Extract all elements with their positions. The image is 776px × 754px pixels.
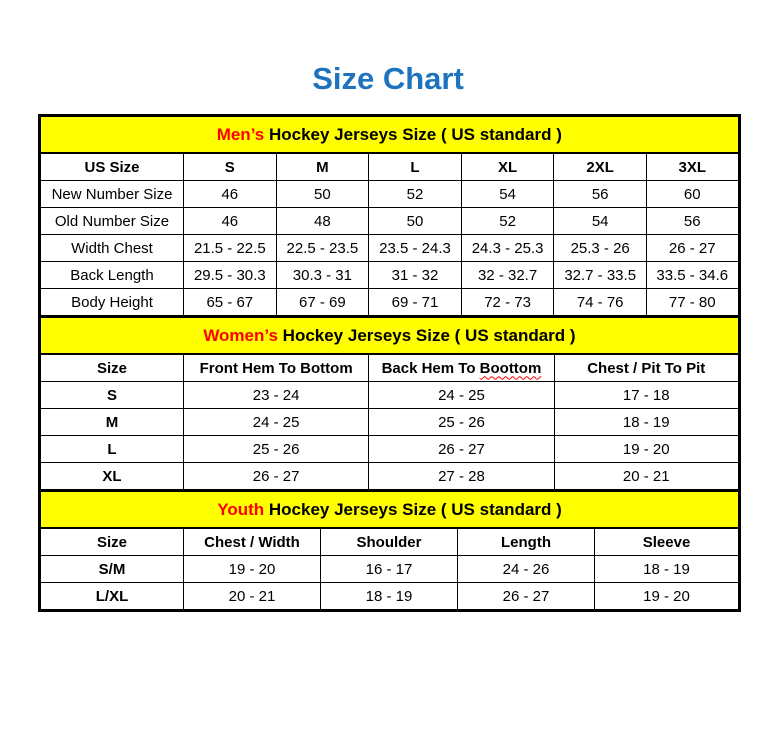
womens-section-title xyxy=(40,317,740,355)
table-cell: 46 xyxy=(184,181,277,208)
row-label: New Number Size xyxy=(40,181,184,208)
table-cell: 29.5 - 30.3 xyxy=(184,262,277,289)
column-header: Shoulder xyxy=(321,528,458,556)
page-title: Size Chart xyxy=(312,61,464,96)
table-row xyxy=(40,262,740,289)
table-cell: 67 - 69 xyxy=(276,289,369,317)
youth-column-header-row xyxy=(40,528,740,556)
column-header: 2XL xyxy=(554,153,647,181)
table-cell: 32 - 32.7 xyxy=(461,262,554,289)
table-cell: 69 - 71 xyxy=(369,289,462,317)
womens-section-accent: Women’s xyxy=(203,325,278,345)
table-cell: 46 xyxy=(184,208,277,235)
mens-section-header-row xyxy=(40,116,740,154)
table-cell: 21.5 - 22.5 xyxy=(184,235,277,262)
column-header: Size xyxy=(40,354,184,382)
table-row xyxy=(40,289,740,317)
table-cell: 20 - 21 xyxy=(184,583,321,611)
youth-section-title-rest: Hockey Jerseys Size ( US standard ) xyxy=(264,499,562,519)
column-header: Chest / Width xyxy=(184,528,321,556)
table-cell: 50 xyxy=(369,208,462,235)
table-row xyxy=(40,409,740,436)
column-header: Size xyxy=(40,528,184,556)
column-header: Front Hem To Bottom xyxy=(184,354,369,382)
row-label: L xyxy=(40,436,184,463)
table-cell: 54 xyxy=(461,181,554,208)
table-cell: 31 - 32 xyxy=(369,262,462,289)
table-cell: 52 xyxy=(369,181,462,208)
column-header: Chest / Pit To Pit xyxy=(554,354,739,382)
table-cell: 23 - 24 xyxy=(184,382,369,409)
table-cell: 26 - 27 xyxy=(646,235,739,262)
table-cell: 77 - 80 xyxy=(646,289,739,317)
table-cell: 19 - 20 xyxy=(595,583,740,611)
table-row xyxy=(40,208,740,235)
table-cell: 20 - 21 xyxy=(554,463,739,491)
row-label: S/M xyxy=(40,556,184,583)
table-cell: 27 - 28 xyxy=(369,463,554,491)
column-header: US Size xyxy=(40,153,184,181)
column-header: M xyxy=(276,153,369,181)
table-cell: 24 - 25 xyxy=(369,382,554,409)
table-cell: 23.5 - 24.3 xyxy=(369,235,462,262)
table-row xyxy=(40,463,740,491)
table-cell: 25 - 26 xyxy=(184,436,369,463)
table-cell: 25.3 - 26 xyxy=(554,235,647,262)
row-label: Old Number Size xyxy=(40,208,184,235)
column-header: Length xyxy=(458,528,595,556)
column-header: Sleeve xyxy=(595,528,740,556)
table-cell: 24.3 - 25.3 xyxy=(461,235,554,262)
column-header-misspelled xyxy=(369,354,554,382)
table-cell: 26 - 27 xyxy=(184,463,369,491)
mens-section-title xyxy=(40,116,740,154)
table-cell: 56 xyxy=(646,208,739,235)
row-label: L/XL xyxy=(40,583,184,611)
table-cell: 16 - 17 xyxy=(321,556,458,583)
table-row xyxy=(40,556,740,583)
table-cell: 60 xyxy=(646,181,739,208)
table-cell: 26 - 27 xyxy=(369,436,554,463)
youth-size-table xyxy=(38,489,741,612)
table-row xyxy=(40,583,740,611)
column-header: 3XL xyxy=(646,153,739,181)
table-row xyxy=(40,436,740,463)
column-header: S xyxy=(184,153,277,181)
table-cell: 56 xyxy=(554,181,647,208)
row-label: Back Length xyxy=(40,262,184,289)
table-cell: 65 - 67 xyxy=(184,289,277,317)
column-header-text: Back Hem To xyxy=(381,359,476,377)
size-chart-page xyxy=(0,62,776,612)
row-label: S xyxy=(40,382,184,409)
mens-section-accent: Men’s xyxy=(216,124,265,144)
table-cell: 50 xyxy=(276,181,369,208)
mens-column-header-row xyxy=(40,153,740,181)
misspelled-word: Boottom xyxy=(479,359,542,377)
row-label: M xyxy=(40,409,184,436)
table-cell: 32.7 - 33.5 xyxy=(554,262,647,289)
size-tables-container xyxy=(38,114,738,612)
youth-section-title xyxy=(40,491,740,529)
table-cell: 30.3 - 31 xyxy=(276,262,369,289)
row-label: Body Height xyxy=(40,289,184,317)
table-row xyxy=(40,235,740,262)
table-row xyxy=(40,382,740,409)
table-cell: 33.5 - 34.6 xyxy=(646,262,739,289)
table-cell: 54 xyxy=(554,208,647,235)
womens-section-header-row xyxy=(40,317,740,355)
table-cell: 25 - 26 xyxy=(369,409,554,436)
table-cell: 18 - 19 xyxy=(554,409,739,436)
table-cell: 19 - 20 xyxy=(184,556,321,583)
table-cell: 18 - 19 xyxy=(321,583,458,611)
table-cell: 22.5 - 23.5 xyxy=(276,235,369,262)
womens-section-title-rest: Hockey Jerseys Size ( US standard ) xyxy=(277,325,576,345)
womens-column-header-row xyxy=(40,354,740,382)
table-cell: 74 - 76 xyxy=(554,289,647,317)
mens-size-table xyxy=(38,114,741,318)
youth-section-header-row xyxy=(40,491,740,529)
row-label: XL xyxy=(40,463,184,491)
column-header: XL xyxy=(461,153,554,181)
table-cell: 24 - 26 xyxy=(458,556,595,583)
table-cell: 19 - 20 xyxy=(554,436,739,463)
table-cell: 72 - 73 xyxy=(461,289,554,317)
mens-section-title-rest: Hockey Jerseys Size ( US standard ) xyxy=(264,124,562,144)
youth-section-accent: Youth xyxy=(217,499,265,519)
table-cell: 24 - 25 xyxy=(184,409,369,436)
table-cell: 18 - 19 xyxy=(595,556,740,583)
table-cell: 48 xyxy=(276,208,369,235)
column-header: L xyxy=(369,153,462,181)
womens-size-table xyxy=(38,315,741,492)
table-cell: 17 - 18 xyxy=(554,382,739,409)
table-cell: 52 xyxy=(461,208,554,235)
table-row xyxy=(40,181,740,208)
table-cell: 26 - 27 xyxy=(458,583,595,611)
row-label: Width Chest xyxy=(40,235,184,262)
